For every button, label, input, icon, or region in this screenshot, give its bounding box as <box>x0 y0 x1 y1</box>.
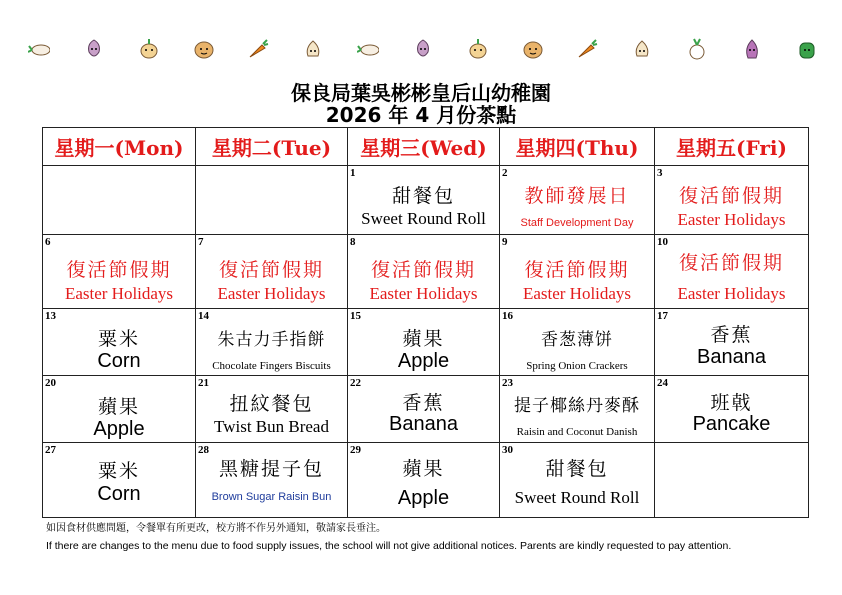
snack-zh: 粟米 <box>97 460 140 482</box>
day-number: 28 <box>198 444 209 456</box>
week-row <box>43 376 809 443</box>
day-number: 7 <box>198 236 204 248</box>
snack-zh: 黑糖提子包 <box>218 458 324 480</box>
snack-en: Raisin and Coconut Danish <box>516 426 638 438</box>
menu-notice-zh: 如因食材供應問題，令餐單有所更改，校方將不作另外通知，敬請家長垂注。 <box>46 523 386 534</box>
snack-zh: 復活節假期 <box>678 185 784 207</box>
day-cell <box>196 235 348 309</box>
snack-zh: 甜餐包 <box>391 185 455 207</box>
turnip-icon <box>686 38 708 60</box>
snack-calendar <box>42 127 809 518</box>
day-number: 6 <box>45 236 51 248</box>
day-cell <box>655 376 809 443</box>
day-cell <box>348 376 500 443</box>
day-number: 9 <box>502 236 508 248</box>
snack-zh: 復活節假期 <box>66 259 172 281</box>
daikon-face-icon <box>412 38 434 60</box>
day-number: 23 <box>502 377 513 389</box>
snack-en: Corn <box>97 350 141 372</box>
day-cell <box>500 235 655 309</box>
snack-zh: 復活節假期 <box>678 252 784 274</box>
daikon-face-icon <box>83 38 105 60</box>
day-number: 22 <box>350 377 361 389</box>
carrot-icon <box>247 38 269 60</box>
day-number: 17 <box>657 310 668 322</box>
day-number: 30 <box>502 444 513 456</box>
day-number: 21 <box>198 377 209 389</box>
day-cell-empty <box>196 166 348 235</box>
weekday-header-row <box>43 128 809 166</box>
snack-en: Pancake <box>692 413 771 435</box>
day-number: 3 <box>657 167 663 179</box>
snack-en: Easter Holidays <box>369 284 478 303</box>
day-number: 29 <box>350 444 361 456</box>
day-cell-empty <box>655 443 809 518</box>
snack-en: Apple <box>397 487 450 509</box>
snack-en: Easter Holidays <box>522 284 632 303</box>
day-cell <box>196 309 348 376</box>
week-row <box>43 309 809 376</box>
header-tue: 星期二(Tue) <box>196 128 348 166</box>
day-number: 16 <box>502 310 513 322</box>
snack-en: Easter Holidays <box>677 284 786 303</box>
day-cell <box>655 166 809 235</box>
snack-zh: 班戟 <box>710 392 753 414</box>
day-number: 27 <box>45 444 56 456</box>
snack-zh: 朱古力手指餅 <box>217 330 326 350</box>
snack-en: Brown Sugar Raisin Bun <box>211 491 332 503</box>
day-cell-empty <box>43 166 196 235</box>
day-cell <box>196 376 348 443</box>
snack-zh: 香蕉 <box>402 392 445 414</box>
radish-icon <box>357 38 379 60</box>
onion-face-icon <box>467 38 489 60</box>
day-number: 13 <box>45 310 56 322</box>
day-cell <box>348 166 500 235</box>
snack-zh: 復活節假期 <box>218 259 324 281</box>
snack-zh: 香蕉 <box>710 324 753 346</box>
day-cell <box>348 309 500 376</box>
day-cell <box>500 166 655 235</box>
day-number: 24 <box>657 377 668 389</box>
day-cell <box>655 235 809 309</box>
snack-zh: 教師發展日 <box>524 185 630 207</box>
carrot-icon <box>576 38 598 60</box>
day-number: 14 <box>198 310 209 322</box>
menu-title: 2026 年 4 月份茶點 <box>325 103 517 127</box>
snack-en: Sweet Round Roll <box>361 209 486 228</box>
snack-en: Chocolate Fingers Biscuits <box>212 360 331 372</box>
day-cell <box>43 443 196 518</box>
day-number: 8 <box>350 236 356 248</box>
garlic-face-icon <box>302 38 324 60</box>
snack-en: Apple <box>397 350 450 372</box>
snack-zh: 香葱薄饼 <box>541 330 613 350</box>
vegetable-banner <box>28 34 818 64</box>
garlic-face-icon <box>631 38 653 60</box>
header-thu: 星期四(Thu) <box>500 128 655 166</box>
header-mon: 星期一(Mon) <box>43 128 196 166</box>
snack-zh: 粟米 <box>97 328 140 350</box>
week-row <box>43 443 809 518</box>
header-wed: 星期三(Wed) <box>348 128 500 166</box>
header-fri: 星期五(Fri) <box>655 128 809 166</box>
week-row <box>43 166 809 235</box>
snack-en: Staff Development Day <box>520 217 634 229</box>
snack-en: Easter Holidays <box>64 284 174 303</box>
snack-zh: 復活節假期 <box>524 259 630 281</box>
week-row <box>43 235 809 309</box>
snack-en: Spring Onion Crackers <box>526 360 628 372</box>
snack-en: Easter Holidays <box>217 284 326 303</box>
potato-face-icon <box>522 38 544 60</box>
day-cell <box>196 443 348 518</box>
snack-zh: 蘋果 <box>97 396 140 418</box>
day-cell <box>500 309 655 376</box>
potato-face-icon <box>193 38 215 60</box>
menu-notice-en: If there are changes to the menu due to food supply issues, the school will not give additional notices. Parents are kindly requested to pay attention. <box>46 540 732 552</box>
day-cell <box>43 376 196 443</box>
day-number: 2 <box>502 167 508 179</box>
snack-en: Banana <box>389 413 458 435</box>
snack-en: Easter Holidays <box>677 210 786 229</box>
day-number: 15 <box>350 310 361 322</box>
day-cell <box>348 443 500 518</box>
snack-en: Twist Bun Bread <box>214 417 329 436</box>
snack-zh: 甜餐包 <box>545 458 609 480</box>
day-cell <box>655 309 809 376</box>
day-number: 1 <box>350 167 356 179</box>
snack-en: Banana <box>697 346 766 368</box>
day-number: 10 <box>657 236 668 248</box>
snack-en: Corn <box>97 483 141 505</box>
day-cell <box>500 443 655 518</box>
day-cell <box>43 235 196 309</box>
day-cell <box>348 235 500 309</box>
snack-zh: 蘋果 <box>402 328 445 350</box>
radish-icon <box>28 38 50 60</box>
snack-en: Sweet Round Roll <box>514 488 640 507</box>
snack-zh: 復活節假期 <box>370 259 476 281</box>
onion-face-icon <box>741 38 763 60</box>
day-number: 20 <box>45 377 56 389</box>
day-cell <box>500 376 655 443</box>
pepper-face-icon <box>796 38 818 60</box>
school-name: 保良局葉吳彬彬皇后山幼稚園 <box>291 81 551 105</box>
onion-face-icon <box>138 38 160 60</box>
day-cell <box>43 309 196 376</box>
snack-zh: 提子椰絲丹麥酥 <box>514 396 640 416</box>
snack-en: Apple <box>93 418 145 440</box>
snack-zh: 蘋果 <box>402 458 445 480</box>
snack-zh: 扭紋餐包 <box>229 393 314 415</box>
